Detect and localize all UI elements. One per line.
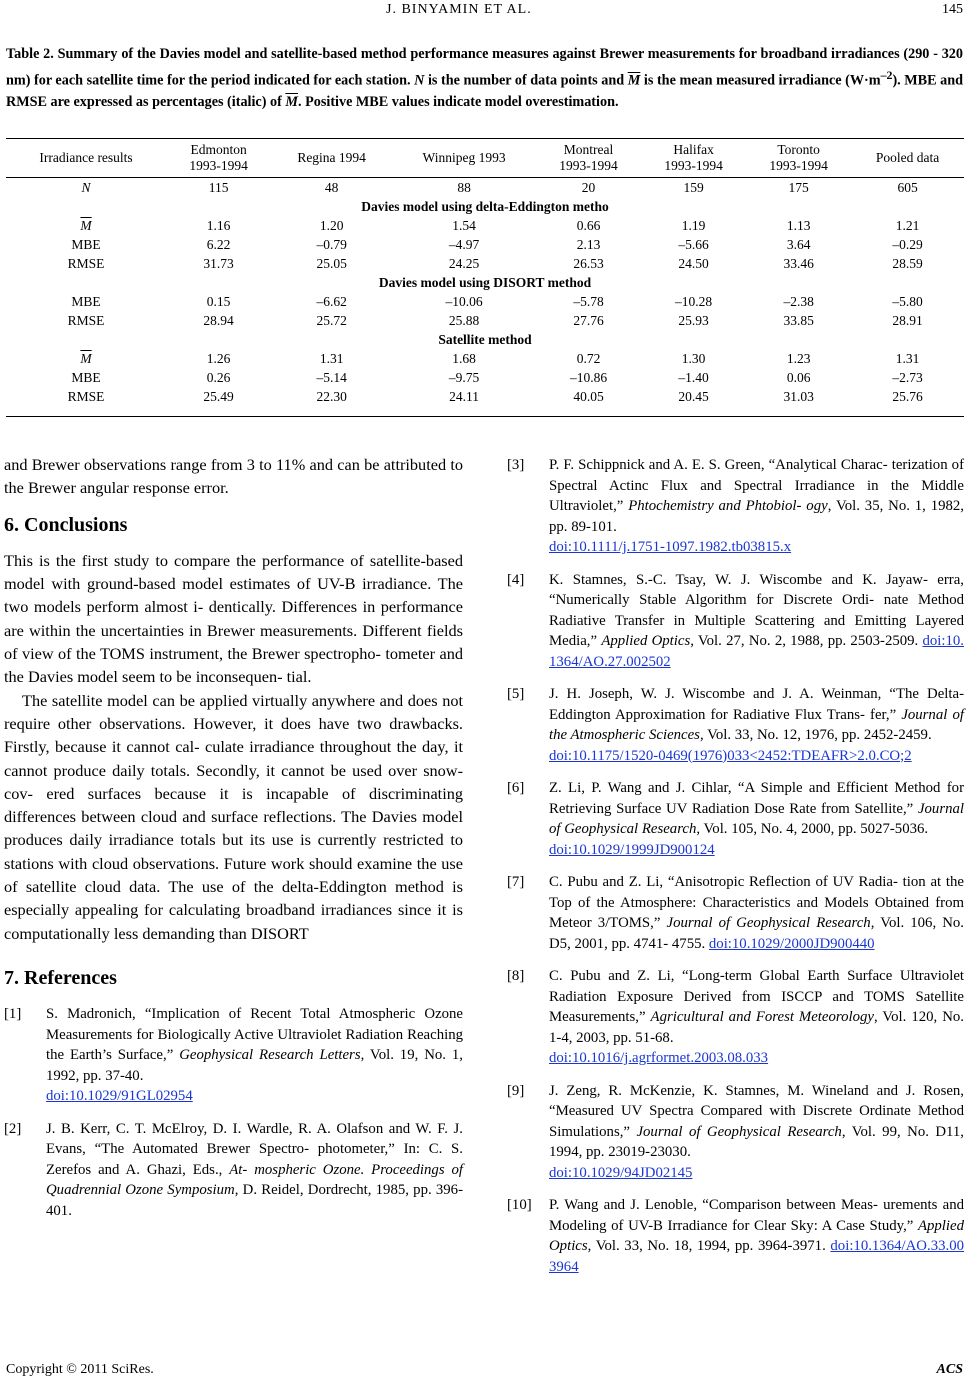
table-row-label — [6, 349, 166, 368]
reference-journal: Journal of Geophysical Research — [636, 1123, 842, 1140]
table-spacer-cell — [6, 406, 964, 417]
conclusions-paragraph-2: The satellite model can be applied virtually anywhere and does not require other observations. However, it does have two drawbacks. Firstly, because it cannot cal- culate irradiance throughout the day, it cannot produce daily totals. Secondly, it cannot be used over snow-cov- ered surfaces because it is incapable of discriminating differences between cloud and surface reflections. The Davies model produces daily irradiance totals but its use is currently restricted to stations with cloud observations. Future work should examine the use of satellite cloud data. The use of the delta-Eddington method is especially appealing for calculating broadband irradiances since it is computationally less demanding than DISORT — [4, 690, 463, 943]
table-cell: –6.62 — [316, 293, 347, 309]
reference-journal: Journal of the Atmospheric Sciences — [549, 706, 964, 743]
reference-text — [549, 1081, 964, 1184]
reference-item — [507, 570, 964, 673]
table-cell: –0.29 — [892, 236, 923, 252]
table-cell: –5.66 — [678, 236, 709, 252]
table-row — [6, 178, 964, 198]
table-row — [6, 311, 964, 330]
reference-number: [6] — [507, 780, 525, 796]
table-cell: 1.16 — [206, 217, 231, 233]
summary-table-container — [6, 138, 964, 417]
table-cell: 28.91 — [892, 312, 923, 328]
table-header-cell: Montreal 1993-1994 — [559, 142, 618, 173]
reference-authors-title: S. Madronich, “Implication of Recent Total Atmospheric Ozone Measurements for Biologically Active Ultraviolet Radiation Reaching the Earth’s Surface,” — [46, 1006, 463, 1064]
references-list-right — [507, 455, 964, 1277]
caption-exponent: –2 — [880, 68, 893, 82]
table-cell: 88 — [457, 179, 471, 195]
caption-part5: . Positive MBE values indicate model overestimation. — [298, 93, 619, 110]
reference-authors-title: C. Pubu and Z. Li, “Long-term Global Earth Surface Ultraviolet Radiation Exposure Derived from ISCCP and TOMS Satellite Measurements,” — [549, 968, 964, 1025]
table-cell: –0.79 — [316, 236, 347, 252]
table-header-row — [6, 139, 964, 178]
table-cell: 25.72 — [316, 312, 347, 328]
reference-text — [46, 1004, 463, 1107]
table-cell: 1.26 — [206, 350, 231, 366]
table-section-row — [6, 330, 964, 349]
table-cell: –5.80 — [892, 293, 923, 309]
table-cell: 1.31 — [319, 350, 344, 366]
reference-text — [549, 570, 964, 673]
table-cell: 22.30 — [316, 388, 347, 404]
table-cell: 1.31 — [895, 350, 920, 366]
table-cell: –5.78 — [573, 293, 604, 309]
table-cell: –10.28 — [675, 293, 713, 309]
table-header-cell: Winnipeg 1993 — [422, 150, 506, 165]
reference-authors-title: J. B. Kerr, C. T. McElroy, D. I. Wardle, R. A. Olafson and W. F. J. Evans, “The Automated Brewer Spectro- photometer,” In: C. S. Zerefos and A. Ghazi, Eds., — [46, 1120, 463, 1178]
table-section-title: Davies model using delta-Eddington metho — [361, 198, 609, 214]
table-header-cell: Pooled data — [875, 150, 940, 165]
table-cell: 2.13 — [576, 236, 601, 252]
table-cell: 175 — [788, 179, 809, 195]
reference-number: [7] — [507, 874, 525, 890]
table-cell: 20.45 — [678, 388, 709, 404]
table-cell: 26.53 — [573, 255, 604, 271]
table-row — [6, 387, 964, 406]
caption-part2: is the number of data points and — [427, 72, 625, 89]
table-row-label: MBE — [71, 236, 101, 252]
table-cell: 25.76 — [892, 388, 923, 404]
reference-doi-link[interactable]: doi:10.1111/j.1751-1097.1982.tb03815.x — [549, 539, 792, 555]
reference-journal: Applied Optics — [549, 1217, 964, 1254]
reference-authors-title: K. Stamnes, S.-C. Tsay, W. J. Wiscombe and K. Jayaw- erra, “Numerically Stable Algorithm for Discrete Ordi- nate Method Radiative Transfer in Multiple Scattering and Emitting Layered Media,” — [549, 571, 964, 649]
reference-details: , Vol. 99, No. D11, 1994, pp. 23019-23030. — [549, 1123, 965, 1160]
reference-text — [46, 1119, 463, 1222]
table-row-label: MBE — [71, 369, 101, 385]
reference-details: , Vol. 105, No. 4, 2000, pp. 5027-5036. — [696, 821, 929, 837]
reference-text — [549, 455, 964, 558]
table-cell: 1.68 — [452, 350, 476, 366]
table-row — [6, 216, 964, 235]
conclusions-heading: 6. Conclusions — [4, 513, 128, 536]
references-heading: 7. References — [4, 966, 117, 989]
table-cell: 1.21 — [895, 217, 920, 233]
caption-m-symbol-2: $\overline{M}$ — [285, 93, 298, 110]
table-cell: 0.26 — [206, 369, 231, 385]
caption-n-symbol: N — [414, 72, 425, 89]
reference-journal: Agricultural and Forest Meteorology — [650, 1009, 874, 1025]
caption-part3: is the mean measured irradiance (W·m — [643, 72, 881, 89]
reference-text — [549, 684, 964, 766]
table-cell: –1.40 — [678, 369, 709, 385]
table-cell: –10.86 — [569, 369, 608, 385]
reference-text — [549, 872, 964, 954]
table-cell: –2.73 — [892, 369, 923, 385]
reference-journal: At- mospheric Ozone. Proceedings of Quadrennial Ozone Symposium — [46, 1161, 463, 1199]
table-header-cell: Irradiance results — [39, 150, 133, 165]
table-cell: –9.75 — [448, 369, 480, 385]
reference-item — [4, 1119, 463, 1222]
summary-table — [6, 138, 964, 417]
table-section-row — [6, 197, 964, 216]
table-row-label — [6, 216, 166, 235]
reference-number: [1] — [4, 1006, 22, 1023]
reference-details: , Vol. 33, No. 12, 1976, pp. 2452-2459. — [699, 727, 932, 743]
table-row — [6, 254, 964, 273]
reference-number: [4] — [507, 571, 525, 588]
table-cell: 25.05 — [316, 255, 347, 271]
table-cell: 48 — [324, 179, 339, 195]
table-bottom-spacer — [6, 406, 964, 417]
intro-paragraph: and Brewer observations range from 3 to 11% and can be attributed to the Brewer angular response error. — [4, 455, 463, 498]
reference-item — [507, 966, 964, 1069]
table-cell: 28.94 — [203, 312, 234, 328]
reference-item — [507, 1195, 964, 1277]
right-column — [507, 455, 964, 1289]
reference-doi-link[interactable]: doi:10.1029/1999JD900124 — [549, 841, 715, 858]
reference-details: , Vol. 35, No. 1, 1982, pp. 89-101. — [549, 498, 964, 535]
journal-footer: ACS — [936, 1362, 963, 1377]
table-cell: 0.66 — [576, 217, 601, 233]
table-cell: 1.19 — [681, 217, 706, 233]
table-row-label: RMSE — [67, 312, 105, 328]
table-cell: 33.85 — [783, 312, 814, 328]
left-column — [4, 453, 463, 1233]
reference-doi-link[interactable]: doi:10.1016/j.agrformet.2003.08.033 — [549, 1050, 769, 1066]
reference-journal: Journal of Geophysical Research — [666, 915, 871, 931]
caption-m-symbol: $\overline{M}$ — [627, 72, 641, 89]
table-cell: 0.15 — [206, 293, 231, 309]
reference-item — [4, 1004, 463, 1107]
table-cell: 25.49 — [203, 388, 234, 404]
reference-journal: Journal of Geophysical Research — [549, 800, 964, 837]
table-header-cell: Edmonton 1993-1994 — [189, 142, 248, 173]
table-cell: 24.25 — [448, 255, 480, 271]
table-caption — [6, 44, 963, 113]
table-row — [6, 368, 964, 387]
table-cell: 1.23 — [786, 350, 811, 366]
page-number: 145 — [942, 2, 963, 17]
table-row-label: RMSE — [67, 388, 105, 404]
copyright-footer: Copyright © 2011 SciRes. — [6, 1362, 154, 1377]
table-cell: 25.93 — [678, 312, 709, 328]
reference-item — [507, 684, 964, 766]
reference-authors-title: J. Zeng, R. McKenzie, K. Stamnes, M. Wineland and J. Rosen, “Measured UV Spectra Compared with Discrete Ordinate Method Simulations,” — [549, 1082, 964, 1140]
table-row-label: N — [81, 179, 91, 195]
table-cell: 1.54 — [452, 217, 476, 233]
table-cell: 3.64 — [786, 236, 811, 252]
reference-authors-title: P. Wang and J. Lenoble, “Comparison between Meas- urements and Modeling of UV-B Irradiance for Clear Sky: A Case Study,” — [549, 1197, 964, 1234]
reference-number: [9] — [507, 1082, 525, 1099]
reference-number: [8] — [507, 968, 525, 984]
references-list-left — [4, 1004, 463, 1221]
table-cell: 28.59 — [892, 255, 923, 271]
table-cell: 1.20 — [319, 217, 344, 233]
table-cell: 1.30 — [681, 350, 706, 366]
reference-number: [3] — [507, 457, 525, 473]
reference-doi-link[interactable]: doi:10.1364/AO.27.002502 — [549, 633, 964, 670]
reference-text — [549, 778, 964, 860]
reference-details: , Vol. 19, No. 1, 1992, pp. 37-40. — [46, 1047, 464, 1084]
caption-part1: Table 2. Summary of the Davies model and satellite-based method performance measures against Brewer measurements for broadband irradiances (290 - 320 nm) for each satellite time for the period indicated for each station. — [6, 46, 963, 89]
table-cell: 605 — [897, 179, 918, 195]
table-header-cell: Halifax 1993-1994 — [664, 142, 723, 173]
table-cell: 25.88 — [448, 312, 480, 328]
table-header-cell: Toronto 1993-1994 — [769, 142, 828, 173]
table-cell: 159 — [683, 179, 704, 195]
reference-details: , D. Reidel, Dordrecht, 1985, pp. 396-401. — [46, 1182, 463, 1219]
reference-authors-title: P. F. Schippnick and A. E. S. Green, “Analytical Charac- terization of Spectral Actinc Flux and Spectral Irradiance in the Middle Ultraviolet,” — [549, 457, 964, 514]
caption-part4: ). MBE and RMSE are expressed as percentages (italic) of — [6, 72, 964, 110]
table-cell: 6.22 — [206, 236, 231, 252]
reference-details: , Vol. 106, No. D5, 2001, pp. 4741- 4755. — [549, 915, 964, 952]
table-row — [6, 349, 964, 368]
reference-details: , Vol. 120, No. 1-4, 2003, pp. 51-68. — [549, 1009, 964, 1046]
reference-text — [549, 1195, 964, 1277]
running-header-authors: J. BINYAMIN ET AL. — [386, 2, 532, 17]
table-cell: –4.97 — [448, 236, 480, 252]
table-cell: 0.06 — [786, 369, 811, 385]
table-section-title: Satellite method — [438, 331, 532, 347]
table-cell: 27.76 — [573, 312, 604, 328]
reference-number: [5] — [507, 686, 525, 702]
reference-number: [2] — [4, 1120, 22, 1137]
conclusions-paragraph-1: This is the first study to compare the performance of satellite-based model with ground-based model estimates of UV-B irradiance. The two models perform almost i- dentically. Differences in performance are within the uncertainties in Brewer measurements. Different fields of view of the TOMS instrument, the Brewer spectropho- tometer and the Davies model seem to be inconsequen- tial. — [4, 550, 463, 687]
reference-doi-link[interactable]: doi:10.1029/2000JD900440 — [708, 935, 875, 952]
reference-doi-link[interactable]: doi:10.1029/94JD02145 — [549, 1164, 693, 1181]
table-cell: 31.73 — [203, 255, 234, 271]
table-cell: –5.14 — [316, 369, 347, 385]
reference-details: , Vol. 27, No. 2, 1988, pp. 2503-2509. — [690, 633, 919, 649]
table-cell: –10.06 — [445, 293, 483, 309]
table-cell: 33.46 — [783, 255, 814, 271]
mean-symbol: $\overline{M}$ — [80, 217, 92, 233]
reference-details: , Vol. 33, No. 18, 1994, pp. 3964-3971. — [587, 1238, 826, 1254]
reference-item — [507, 778, 964, 860]
reference-item — [507, 455, 964, 558]
reference-authors-title: J. H. Joseph, W. J. Wiscombe and J. A. Weinman, “The Delta-Eddington Approximation for Radiative Flux Trans- fer,” — [549, 686, 964, 723]
reference-doi-link[interactable]: doi:10.1175/1520-0469(1976)033<2452:TDEAFR>2.0.CO;2 — [549, 747, 912, 764]
table-cell: 24.50 — [678, 255, 709, 271]
reference-doi-link[interactable]: doi:10.1029/91GL02954 — [46, 1088, 193, 1105]
table-row — [6, 235, 964, 254]
reference-item — [507, 1081, 964, 1184]
table-cell: 115 — [208, 179, 229, 195]
table-cell: 24.11 — [449, 388, 480, 404]
table-cell: 40.05 — [573, 388, 604, 404]
mean-symbol: $\overline{M}$ — [80, 350, 92, 366]
table-section-title: Davies model using DISORT method — [378, 274, 592, 290]
table-cell: –2.38 — [783, 293, 814, 309]
reference-authors-title: C. Pubu and Z. Li, “Anisotropic Reflection of UV Radia- tion at the Top of the Atmosphere: Characteristics and Models Obtained from Meteor 3/TOMS,” — [549, 874, 964, 931]
reference-journal: Geophysical Research Letters — [179, 1047, 361, 1064]
reference-text — [549, 966, 964, 1069]
table-header-cell: Regina 1994 — [297, 150, 366, 165]
table-cell: 1.13 — [786, 217, 811, 233]
reference-number: [10] — [507, 1197, 532, 1213]
table-cell: 0.72 — [576, 350, 601, 366]
table-cell: 20 — [581, 179, 596, 195]
reference-doi-link[interactable]: doi:10.1364/AO.33.003964 — [549, 1238, 964, 1275]
table-section-row — [6, 273, 964, 292]
table-row-label: MBE — [71, 293, 101, 309]
reference-authors-title: Z. Li, P. Wang and J. Cihlar, “A Simple and Efficient Method for Retrieving Surface UV Radiation Dose Rate from Satellite,” — [549, 780, 964, 817]
table-cell: 31.03 — [783, 388, 814, 404]
reference-journal: Applied Optics — [601, 633, 691, 649]
table-row-label: RMSE — [67, 255, 105, 271]
reference-journal: Phtochemistry and Phtobiol- ogy — [628, 498, 828, 514]
table-row — [6, 292, 964, 311]
reference-item — [507, 872, 964, 954]
